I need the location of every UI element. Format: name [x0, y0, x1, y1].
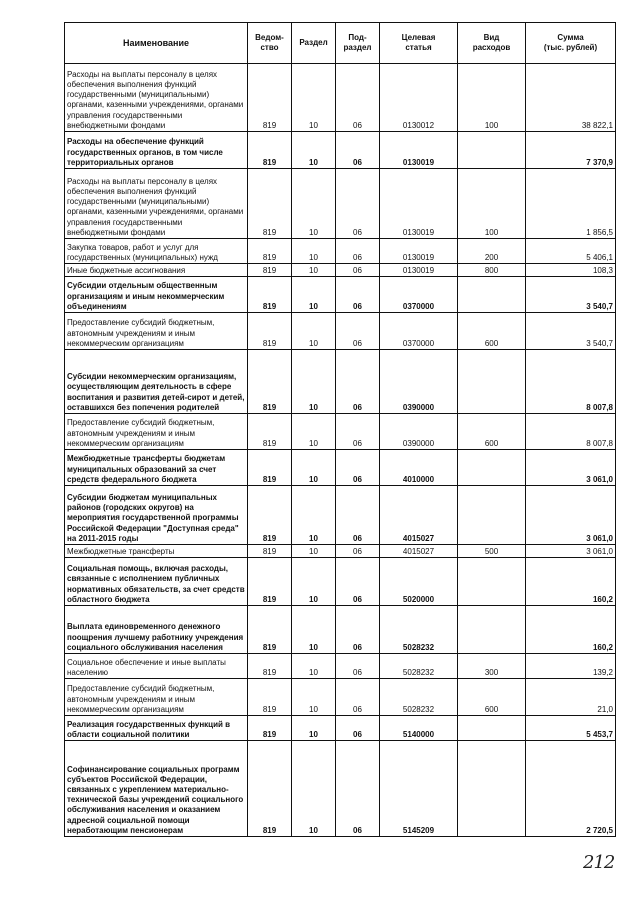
cell-expense-type: 600 — [458, 679, 526, 716]
cell-name: Расходы на обеспечение функций государственных органов, в том числе территориальных органов — [65, 132, 248, 169]
table-row — [65, 654, 616, 679]
table-row — [65, 169, 616, 239]
cell-section: 10 — [292, 716, 336, 741]
cell-expense-type — [458, 741, 526, 837]
cell-expense-type — [458, 606, 526, 654]
cell-section: 10 — [292, 545, 336, 558]
cell-name: Расходы на выплаты персоналу в целях обеспечения выполнения функций государственными (муниципальными) органами, казенными учреждениями, органами управления государственными внебюджетными фондами — [65, 169, 248, 239]
cell-target: 5028232 — [380, 606, 458, 654]
cell-target: 5028232 — [380, 679, 458, 716]
cell-subsection: 06 — [336, 264, 380, 277]
cell-target: 0370000 — [380, 313, 458, 350]
cell-target: 5020000 — [380, 558, 458, 606]
table-row — [65, 716, 616, 741]
cell-section: 10 — [292, 277, 336, 313]
cell-subsection: 06 — [336, 654, 380, 679]
cell-section: 10 — [292, 741, 336, 837]
cell-section: 10 — [292, 264, 336, 277]
cell-amount: 139,2 — [526, 654, 616, 679]
cell-dept: 819 — [248, 264, 292, 277]
cell-expense-type: 100 — [458, 64, 526, 132]
cell-name: Предоставление субсидий бюджетным, автономным учреждениям и иным некоммерческим организациям — [65, 414, 248, 450]
cell-dept: 819 — [248, 277, 292, 313]
table-row — [65, 486, 616, 545]
cell-subsection: 06 — [336, 716, 380, 741]
cell-dept: 819 — [248, 558, 292, 606]
cell-dept: 819 — [248, 486, 292, 545]
cell-section: 10 — [292, 239, 336, 264]
table-row — [65, 239, 616, 264]
cell-target: 0130019 — [380, 132, 458, 169]
cell-expense-type — [458, 486, 526, 545]
header-amount: Сумма (тыс. рублей) — [526, 23, 616, 64]
header-subsection: Под- раздел — [336, 23, 380, 64]
cell-target: 0130019 — [380, 169, 458, 239]
cell-target: 5028232 — [380, 654, 458, 679]
cell-expense-type: 100 — [458, 169, 526, 239]
cell-amount: 8 007,8 — [526, 414, 616, 450]
page-number: 212 — [583, 852, 615, 873]
cell-subsection: 06 — [336, 239, 380, 264]
cell-name: Социальная помощь, включая расходы, связанные с исполнением публичных нормативных обязательств, за счет средств областного бюджета — [65, 558, 248, 606]
cell-amount: 38 822,1 — [526, 64, 616, 132]
cell-name: Субсидии бюджетам муниципальных районов (городских округов) на мероприятия государственной программы Российской Федерации "Доступная среда" на 2011-2015 годы — [65, 486, 248, 545]
cell-dept: 819 — [248, 450, 292, 486]
cell-target: 4015027 — [380, 545, 458, 558]
cell-name: Субсидии некоммерческим организациям, осуществляющим деятельность в сфере воспитания и развития детей-сирот и детей, оставшихся без попечения родителей — [65, 350, 248, 414]
cell-expense-type: 600 — [458, 313, 526, 350]
cell-amount: 7 370,9 — [526, 132, 616, 169]
cell-subsection: 06 — [336, 606, 380, 654]
budget-table — [64, 22, 616, 837]
cell-expense-type — [458, 716, 526, 741]
cell-subsection: 06 — [336, 558, 380, 606]
cell-section: 10 — [292, 414, 336, 450]
cell-expense-type: 300 — [458, 654, 526, 679]
cell-section: 10 — [292, 64, 336, 132]
cell-dept: 819 — [248, 414, 292, 450]
table-row — [65, 450, 616, 486]
cell-dept: 819 — [248, 169, 292, 239]
table-row — [65, 264, 616, 277]
table-row — [65, 277, 616, 313]
cell-target: 0390000 — [380, 414, 458, 450]
cell-dept: 819 — [248, 132, 292, 169]
cell-expense-type: 200 — [458, 239, 526, 264]
cell-expense-type: 800 — [458, 264, 526, 277]
cell-expense-type — [458, 132, 526, 169]
cell-subsection: 06 — [336, 450, 380, 486]
cell-section: 10 — [292, 313, 336, 350]
cell-name: Социальное обеспечение и иные выплаты населению — [65, 654, 248, 679]
cell-dept: 819 — [248, 741, 292, 837]
cell-subsection: 06 — [336, 313, 380, 350]
cell-amount: 160,2 — [526, 558, 616, 606]
cell-section: 10 — [292, 132, 336, 169]
table-row — [65, 558, 616, 606]
cell-amount: 3 061,0 — [526, 450, 616, 486]
cell-amount: 3 540,7 — [526, 313, 616, 350]
cell-name: Софинансирование социальных программ субъектов Российской Федерации, связанных с укреплением материально-технической базы учреждений социального обслуживания населения и оказанием адресной социальной помощи неработающим пенсионерам — [65, 741, 248, 837]
cell-section: 10 — [292, 450, 336, 486]
cell-amount: 1 856,5 — [526, 169, 616, 239]
cell-name: Выплата единовременного денежного поощрения лучшему работнику учреждения социального обслуживания населения — [65, 606, 248, 654]
table-row — [65, 132, 616, 169]
cell-expense-type — [458, 350, 526, 414]
header-name: Наименование — [65, 23, 248, 64]
cell-amount: 5 406,1 — [526, 239, 616, 264]
header-target: Целевая статья — [380, 23, 458, 64]
cell-name: Субсидии отдельным общественным организациям и иным некоммерческим объединениям — [65, 277, 248, 313]
cell-name: Предоставление субсидий бюджетным, автономным учреждениям и иным некоммерческим организациям — [65, 313, 248, 350]
cell-dept: 819 — [248, 679, 292, 716]
cell-target: 0370000 — [380, 277, 458, 313]
table-row — [65, 414, 616, 450]
header-section: Раздел — [292, 23, 336, 64]
table-row — [65, 679, 616, 716]
cell-subsection: 06 — [336, 486, 380, 545]
cell-name: Предоставление субсидий бюджетным, автономным учреждениям и иным некоммерческим организациям — [65, 679, 248, 716]
cell-expense-type — [458, 277, 526, 313]
cell-subsection: 06 — [336, 169, 380, 239]
cell-name: Закупка товаров, работ и услуг для государственных (муниципальных) нужд — [65, 239, 248, 264]
cell-amount: 2 720,5 — [526, 741, 616, 837]
cell-expense-type — [458, 558, 526, 606]
cell-dept: 819 — [248, 64, 292, 132]
cell-subsection: 06 — [336, 277, 380, 313]
table-row — [65, 313, 616, 350]
cell-section: 10 — [292, 606, 336, 654]
cell-expense-type: 500 — [458, 545, 526, 558]
cell-section: 10 — [292, 350, 336, 414]
cell-target: 0130019 — [380, 264, 458, 277]
cell-target: 5140000 — [380, 716, 458, 741]
cell-section: 10 — [292, 169, 336, 239]
cell-amount: 3 540,7 — [526, 277, 616, 313]
cell-subsection: 06 — [336, 545, 380, 558]
cell-amount: 108,3 — [526, 264, 616, 277]
cell-name: Межбюджетные трансферты бюджетам муниципальных образований за счет средств федерального бюджета — [65, 450, 248, 486]
cell-name: Расходы на выплаты персоналу в целях обеспечения выполнения функций государственными (муниципальными) органами, казенными учреждениями, органами управления государственными внебюджетными фондами — [65, 64, 248, 132]
cell-dept: 819 — [248, 606, 292, 654]
cell-amount: 8 007,8 — [526, 350, 616, 414]
cell-dept: 819 — [248, 654, 292, 679]
header-expense-type: Вид расходов — [458, 23, 526, 64]
cell-name: Иные бюджетные ассигнования — [65, 264, 248, 277]
table-row — [65, 741, 616, 837]
cell-section: 10 — [292, 558, 336, 606]
cell-subsection: 06 — [336, 350, 380, 414]
cell-expense-type: 600 — [458, 414, 526, 450]
cell-amount: 3 061,0 — [526, 486, 616, 545]
cell-target: 5145209 — [380, 741, 458, 837]
cell-subsection: 06 — [336, 132, 380, 169]
cell-subsection: 06 — [336, 64, 380, 132]
cell-target: 4015027 — [380, 486, 458, 545]
table-row — [65, 64, 616, 132]
cell-dept: 819 — [248, 716, 292, 741]
cell-amount: 3 061,0 — [526, 545, 616, 558]
cell-amount: 5 453,7 — [526, 716, 616, 741]
cell-section: 10 — [292, 486, 336, 545]
table-body — [65, 64, 616, 837]
cell-section: 10 — [292, 654, 336, 679]
cell-expense-type — [458, 450, 526, 486]
cell-dept: 819 — [248, 350, 292, 414]
cell-target: 4010000 — [380, 450, 458, 486]
table-row — [65, 545, 616, 558]
cell-dept: 819 — [248, 313, 292, 350]
cell-target: 0390000 — [380, 350, 458, 414]
cell-subsection: 06 — [336, 741, 380, 837]
cell-target: 0130012 — [380, 64, 458, 132]
cell-target: 0130019 — [380, 239, 458, 264]
cell-section: 10 — [292, 679, 336, 716]
cell-name: Реализация государственных функций в области социальной политики — [65, 716, 248, 741]
table-header-row — [65, 23, 616, 64]
cell-dept: 819 — [248, 545, 292, 558]
cell-subsection: 06 — [336, 679, 380, 716]
table-row — [65, 350, 616, 414]
header-dept: Ведом- ство — [248, 23, 292, 64]
cell-amount: 160,2 — [526, 606, 616, 654]
cell-dept: 819 — [248, 239, 292, 264]
cell-amount: 21,0 — [526, 679, 616, 716]
table-row — [65, 606, 616, 654]
cell-name: Межбюджетные трансферты — [65, 545, 248, 558]
cell-subsection: 06 — [336, 414, 380, 450]
